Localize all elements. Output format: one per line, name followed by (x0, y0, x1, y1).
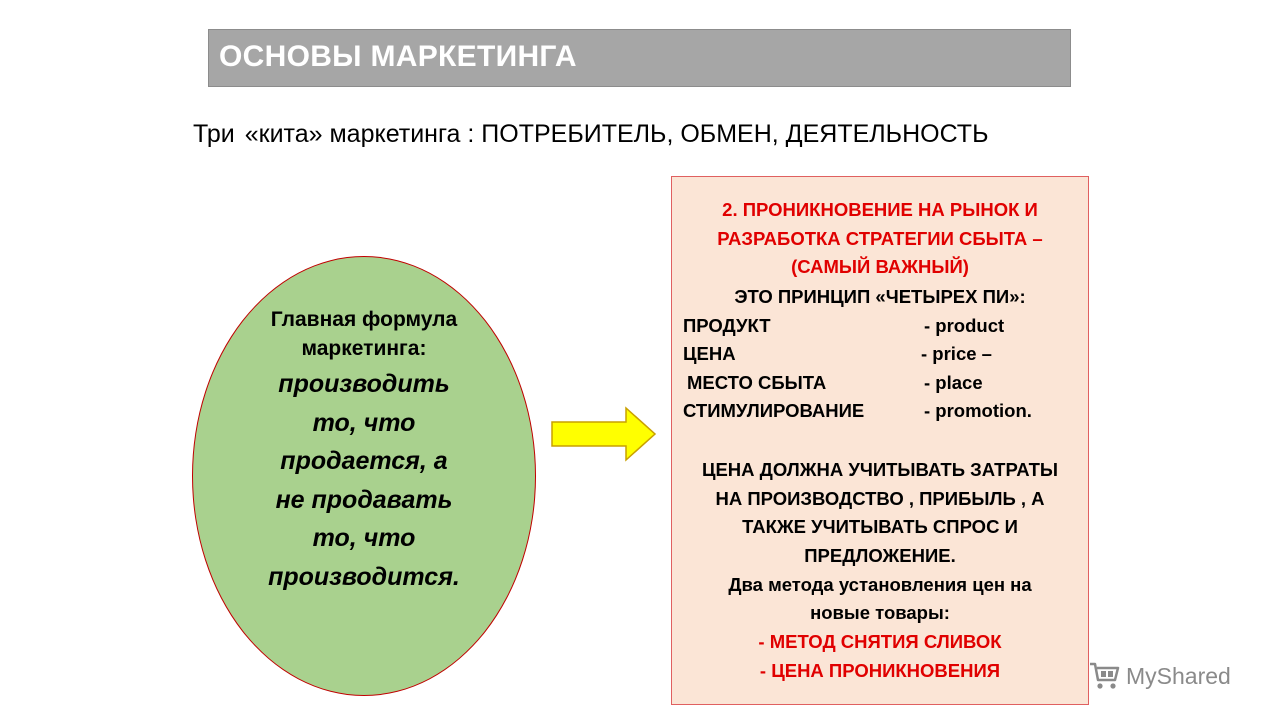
slogan-line: производится. (268, 562, 460, 591)
price-line: ЦЕНА ДОЛЖНА УЧИТЫВАТЬ ЗАТРАТЫ (701, 459, 1059, 480)
slogan-line: продается, а (280, 447, 448, 475)
formula-line: Главная формула (270, 308, 458, 331)
slogan-line: то, что (312, 408, 416, 437)
subtitle-part2: «кита» маркетинга : ПОТРЕБИТЕЛЬ, ОБМЕН, ДЕЯТЕЛЬНОСТЬ (244, 120, 989, 148)
formula-slogan (223, 365, 505, 596)
four-p-box (671, 176, 1089, 705)
formula-label (233, 305, 495, 363)
watermark (1088, 656, 1231, 696)
slide-title: ОСНОВЫ МАРКЕТИНГА (219, 40, 577, 73)
subtitle-part1: Три (193, 120, 235, 148)
four-p-en: - promotion. (924, 400, 1032, 421)
price-line: ПРЕДЛОЖЕНИЕ. (804, 545, 956, 566)
formula-line: маркетинга: (301, 337, 427, 360)
cart-icon (1088, 661, 1120, 691)
right-arrow-icon (550, 406, 658, 462)
formula-ellipse (192, 256, 536, 696)
four-p-en: - product (924, 315, 1005, 336)
methods-line: новые товары: (810, 602, 950, 623)
slide-title-bar (208, 29, 1071, 87)
principle-line: ЭТО ПРИНЦИП «ЧЕТЫРЕХ ПИ»: (734, 286, 1026, 307)
slogan-line: производить (278, 370, 450, 398)
four-p-ru: МЕСТО СБЫТА (687, 372, 827, 393)
box-heading-line: (САМЫЙ ВАЖНЫЙ) (791, 256, 969, 277)
methods-line: Два метода установления цен на (728, 574, 1032, 595)
price-line: ТАКЖЕ УЧИТЫВАТЬ СПРОС И (742, 516, 1018, 537)
watermark-text: MyShared (1126, 662, 1231, 689)
slogan-line: не продавать (275, 485, 453, 514)
slogan-line: то, что (312, 524, 416, 552)
four-p-ru: ЦЕНА (683, 343, 736, 364)
subtitle (193, 120, 1093, 149)
price-line: НА ПРОИЗВОДСТВО , ПРИБЫЛЬ , А (715, 488, 1045, 509)
box-heading-line: РАЗРАБОТКА СТРАТЕГИИ СБЫТА – (717, 228, 1043, 249)
four-p-ru: СТИМУЛИРОВАНИЕ (683, 400, 865, 421)
four-p-ru: ПРОДУКТ (683, 315, 771, 336)
method-item: - МЕТОД СНЯТИЯ СЛИВОК (758, 631, 1002, 652)
box-heading-line: 2. ПРОНИКНОВЕНИЕ НА РЫНОК И (722, 199, 1038, 220)
method-item: - ЦЕНА ПРОНИКНОВЕНИЯ (759, 660, 1001, 681)
four-p-en: - price – (921, 343, 992, 364)
four-p-en: - place (924, 372, 983, 393)
